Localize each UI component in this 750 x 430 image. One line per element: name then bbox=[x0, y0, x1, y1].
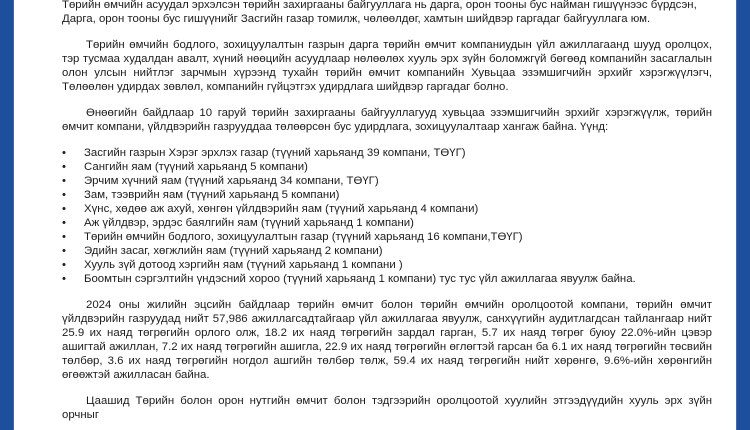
bullet-icon: • bbox=[62, 147, 66, 159]
paragraph-intro-line-1: Төрийн өмчийн асуудал эрхэлсэн төрийн захиргааны байгууллага нь дарга, орон тооны бус найман гишүүнээс бүрдсэн, bbox=[62, 0, 697, 11]
bullet-icon: • bbox=[62, 161, 66, 173]
document-body bbox=[62, 0, 712, 422]
bullet-icon: • bbox=[62, 203, 66, 215]
bullet-icon: • bbox=[62, 175, 66, 187]
paragraph-current-status bbox=[62, 106, 712, 134]
bullet-icon: • bbox=[62, 217, 66, 229]
bullet-icon: • bbox=[62, 273, 66, 285]
paragraph-future-text: Цаашид Төрийн болон орон нутгийн өмчит болон тэдгээрийн оролцоотой хуулийн этгээдүүдийн хууль эрх зүйн орчныг bbox=[62, 395, 712, 421]
document-page bbox=[14, 0, 736, 430]
list-item: • Хууль зүй дотоод хэргийн яам (түүний харьяанд 1 компани ) bbox=[62, 259, 403, 271]
bullet-icon: • bbox=[62, 189, 66, 201]
paragraph-2024-results-text: 2024 оны жилийн эцсийн байдлаар төрийн өмчит болон төрийн өмчийн оролцоотой компани, төрийн өмчит үйлдвэрийн газруудад нийт 57,986 ажиллагсадтайгаар үйл ажиллагаа явуулж, санхүүгийн аудитлагдсан тайлангаар нийт 25.9 их наяд төгрөгийн орлого олж, 18.2 их наяд төгрөгийн зардал гарган, 5.7 их наяд төгрөг буюу 22.0%-ийн цэвэр ашигтай ажиллан, 7.2 их наяд төгрөгийн ашигла, 22.9 их наяд төгрөгийн өглөгтэй гарсан ба 6.1 их наяд төгрөгийн төсвийн төлбөр, 3.6 их наяд төгрөгийн ногдол ашгийн төлбөр төлж, 59.4 их наяд төгрөгийн нийт хөрөнгө, 9.6%-ийн хөрөнгийн өгөөжтэй ажилласан байна. bbox=[62, 299, 712, 381]
organization-list bbox=[62, 146, 712, 286]
paragraph-current-status-text: Өнөөгийн байдлаар 10 гаруй төрийн захиргааны байгууллагууд хувьцаа эзэмшигчийн эрхийг хэрэгжүүлж, төрийн өмчит компани, үйлдвэрийн газрууддаа төлөөрсөн бус удирдлага, зохицуулалтаар хангаж байна. Үүнд: bbox=[62, 107, 712, 133]
list-item: • Хүнс, хөдөө аж ахуй, хөнгөн үйлдвэрийн яам (түүний харьяанд 4 компани) bbox=[62, 203, 479, 215]
list-item: • Аж үйлдвэр, эрдэс баялгийн яам (түүний харьяанд 1 компани) bbox=[62, 217, 414, 229]
list-item: • Боомтын сэргэлтийн үндэсний хороо (түүний харьяанд 1 компани) тус тус үйл ажиллагаа явуулж байна. bbox=[62, 273, 636, 285]
bullet-icon: • bbox=[62, 245, 66, 257]
bullet-icon: • bbox=[62, 259, 66, 271]
paragraph-intro-line-2: Дарга, орон тооны бус гишүүнийг Засгийн газар томилж, чөлөөлдөг, хамтын шийдвэр гаргадаг байгууллага юм. bbox=[62, 13, 651, 25]
list-item: • Эдийн засаг, хөгжлийн яам (түүний харьяанд 2 компани) bbox=[62, 245, 383, 257]
paragraph-2024-results bbox=[62, 298, 712, 382]
list-item: • Төрийн өмчийн бодлого, зохицуулалтын газар (түүний харьяанд 16 компани,ТӨҮГ) bbox=[62, 231, 523, 243]
bullet-icon: • bbox=[62, 231, 66, 243]
paragraph-future bbox=[62, 394, 712, 422]
list-item: • Сангийн яам (түүний харьяанд 5 компани) bbox=[62, 161, 308, 173]
list-item: • Зам, тээврийн яам (түүний харьяанд 5 компани) bbox=[62, 189, 340, 201]
list-item: • Эрчим хүчний яам (түүний харьяанд 34 компани, ТӨҮГ) bbox=[62, 175, 379, 187]
paragraph-policy bbox=[62, 38, 712, 94]
paragraph-policy-text: Төрийн өмчийн бодлого, зохицуулалтын газрын дарга төрийн өмчит компаниудын үйл ажиллагаанд шууд оролцох, тэр тусмаа худалдан авалт, хүний нөөцийн асуудлаар нөлөөлөх хууль эрх зүйн боломжгүй бөгөөд компанийн засаглалын олон улсын нийтлэг зарчмын хүрээнд тухайн төрийн өмчит компанийн Хувьцаа эзэмшигчийн эрхийг хэрэгжүүлэгч, Төлөөлөн удирдах зөвлөл, компанийн гүйцэтгэх удирдлага шийдвэр гаргадаг болно. bbox=[62, 39, 712, 93]
list-item: • Засгийн газрын Хэрэг эрхлэх газар (түүний харьяанд 39 компани, ТӨҮГ) bbox=[62, 147, 466, 159]
